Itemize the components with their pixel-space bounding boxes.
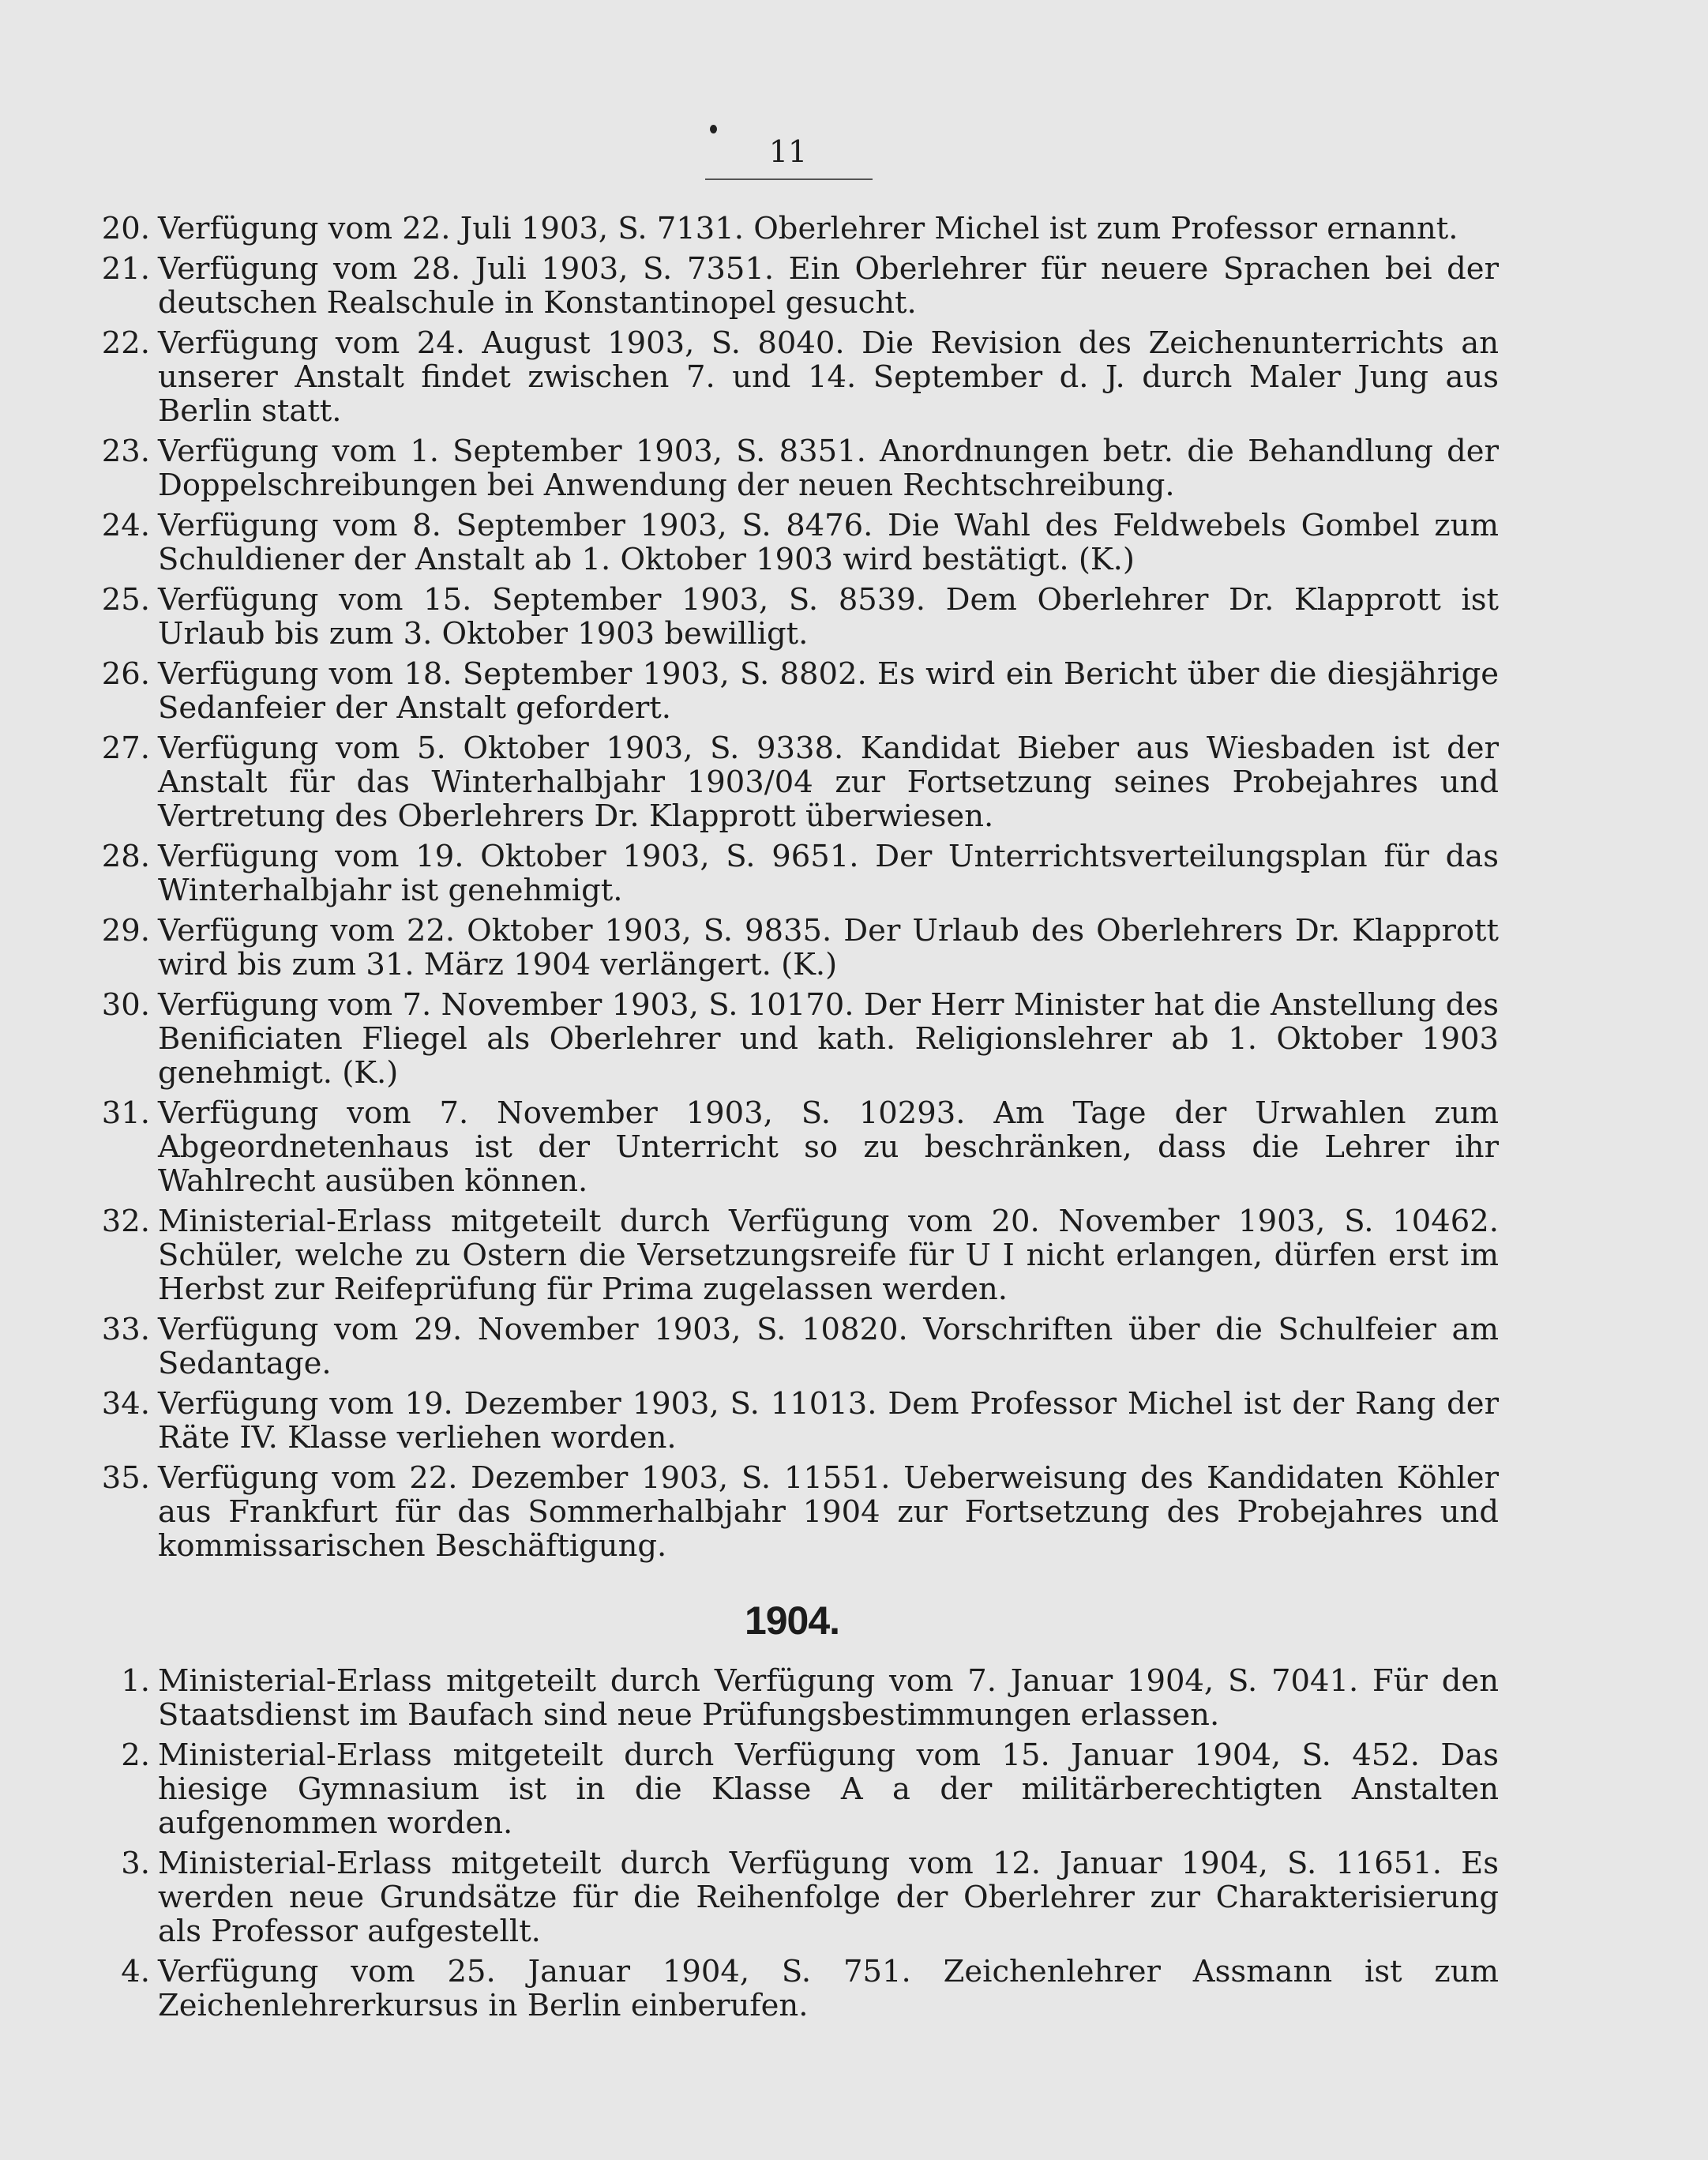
list-item — [85, 212, 1499, 246]
item-number: 28. — [101, 839, 150, 874]
item-number: 26. — [101, 656, 150, 692]
list-item — [85, 1846, 1499, 1948]
list-item — [85, 509, 1499, 577]
item-number: 20. — [101, 211, 150, 246]
entries-1904-list — [85, 1664, 1499, 2023]
item-text: Verfügung vom 8. September 1903, S. 8476. Die Wahl des Feldwebels Gombel zum Schuldiener der Anstalt ab 1. Oktober 1903 wird bestätigt. (K.) — [158, 508, 1499, 577]
item-number: 30. — [101, 987, 150, 1023]
list-item — [85, 657, 1499, 725]
item-number: 22. — [101, 325, 150, 361]
header-rule — [705, 178, 873, 180]
list-item — [85, 914, 1499, 982]
entries-1903-list — [85, 212, 1499, 1563]
item-text: Verfügung vom 7. November 1903, S. 10170. Der Herr Minister hat die Anstellung des Benificiaten Fliegel als Oberlehrer und kath. Religionslehrer ab 1. Oktober 1903 genehmigt. (K.) — [158, 987, 1499, 1091]
item-number: 24. — [101, 508, 150, 543]
list-item — [85, 1738, 1499, 1840]
item-text: Verfügung vom 19. Oktober 1903, S. 9651. Der Unterrichtsverteilungsplan für das Winterhalbjahr ist genehmigt. — [158, 839, 1499, 908]
section-title-1904: 1904. — [744, 1598, 840, 1643]
item-text: Ministerial-Erlass mitgeteilt durch Verfügung vom 15. Januar 1904, S. 452. Das hiesige Gymnasium ist in die Klasse A a der militärberechtigten Anstalten aufgenommen worden. — [158, 1737, 1499, 1841]
item-text: Verfügung vom 18. September 1903, S. 8802. Es wird ein Bericht über die diesjährige Sedanfeier der Anstalt gefordert. — [158, 656, 1499, 726]
item-text: Verfügung vom 29. November 1903, S. 10820. Vorschriften über die Schulfeier am Sedantage. — [158, 1312, 1499, 1381]
item-text: Verfügung vom 24. August 1903, S. 8040. Die Revision des Zeichenunterrichts an unserer Anstalt findet zwischen 7. und 14. September d. J. durch Maler Jung aus Berlin statt. — [158, 325, 1499, 429]
list-item — [85, 840, 1499, 907]
list-item — [85, 252, 1499, 320]
item-text: Ministerial-Erlass mitgeteilt durch Verfügung vom 7. Januar 1904, S. 7041. Für den Staatsdienst im Baufach sind neue Prüfungsbestimmungen erlassen. — [158, 1663, 1499, 1733]
item-number: 21. — [101, 251, 150, 287]
list-item — [85, 988, 1499, 1090]
item-text: Verfügung vom 22. Juli 1903, S. 7131. Oberlehrer Michel ist zum Professor ernannt. — [158, 211, 1458, 246]
list-item — [85, 1664, 1499, 1732]
item-text: Verfügung vom 15. September 1903, S. 8539. Dem Oberlehrer Dr. Klapprott ist Urlaub bis zum 3. Oktober 1903 bewilligt. — [158, 582, 1499, 652]
list-item — [85, 1955, 1499, 2023]
page-number: 11 — [768, 134, 808, 169]
item-text: Verfügung vom 25. Januar 1904, S. 751. Zeichenlehrer Assmann ist zum Zeichenlehrerkursus in Berlin einberufen. — [158, 1954, 1499, 2023]
item-text: Verfügung vom 22. Dezember 1903, S. 11551. Ueberweisung des Kandidaten Köhler aus Frankfurt für das Sommerhalbjahr 1904 zur Fortsetzung des Probejahres und kommissarischen Beschäftigung. — [158, 1460, 1499, 1564]
item-number: 31. — [101, 1095, 150, 1131]
list-item — [85, 1461, 1499, 1563]
list-item — [85, 326, 1499, 428]
item-text: Verfügung vom 22. Oktober 1903, S. 9835. Der Urlaub des Oberlehrers Dr. Klapprott wird bis zum 31. März 1904 verlängert. (K.) — [158, 913, 1499, 982]
content — [85, 212, 1499, 2029]
item-text: Verfügung vom 7. November 1903, S. 10293. Am Tage der Urwahlen zum Abgeordnetenhaus ist der Unterricht so zu beschränken, dass die Lehrer ihr Wahlrecht ausüben können. — [158, 1095, 1499, 1199]
item-number: 29. — [101, 913, 150, 949]
item-number: 33. — [101, 1312, 150, 1347]
item-number: 25. — [101, 582, 150, 618]
item-number: 32. — [101, 1204, 150, 1239]
list-item — [85, 434, 1499, 502]
ink-dot — [710, 125, 717, 133]
item-number: 34. — [101, 1386, 150, 1422]
list-item — [85, 1387, 1499, 1455]
item-text: Verfügung vom 19. Dezember 1903, S. 11013. Dem Professor Michel ist der Rang der Räte IV. Klasse verliehen worden. — [158, 1386, 1499, 1456]
list-item — [85, 1096, 1499, 1198]
item-number: 2. — [121, 1737, 150, 1773]
list-item — [85, 583, 1499, 651]
item-text: Ministerial-Erlass mitgeteilt durch Verfügung vom 12. Januar 1904, S. 11651. Es werden neue Grundsätze für die Reihenfolge der Oberlehrer zur Charakterisierung als Professor aufgestellt. — [158, 1846, 1499, 1949]
item-number: 3. — [121, 1846, 150, 1881]
item-number: 23. — [101, 434, 150, 469]
list-item — [85, 731, 1499, 833]
item-text: Ministerial-Erlass mitgeteilt durch Verfügung vom 20. November 1903, S. 10462. Schüler, welche zu Ostern die Versetzungsreife für U I nicht erlangen, dürfen erst im Herbst zur Reifeprüfung für Prima zugelassen werden. — [158, 1204, 1499, 1307]
item-number: 35. — [101, 1460, 150, 1496]
item-number: 1. — [121, 1663, 150, 1699]
list-item — [85, 1204, 1499, 1306]
item-text: Verfügung vom 1. September 1903, S. 8351. Anordnungen betr. die Behandlung der Doppelschreibungen bei Anwendung der neuen Rechtschreibung. — [158, 434, 1499, 503]
item-number: 4. — [121, 1954, 150, 1989]
item-text: Verfügung vom 28. Juli 1903, S. 7351. Ein Oberlehrer für neuere Sprachen bei der deutschen Realschule in Konstantinopel gesucht. — [158, 251, 1499, 321]
item-text: Verfügung vom 5. Oktober 1903, S. 9338. Kandidat Bieber aus Wiesbaden ist der Anstalt für das Winterhalbjahr 1903/04 zur Fortsetzung seines Probejahres und Vertretung des Oberlehrers Dr. Klapprott überwiesen. — [158, 731, 1499, 834]
list-item — [85, 1313, 1499, 1381]
item-number: 27. — [101, 731, 150, 766]
